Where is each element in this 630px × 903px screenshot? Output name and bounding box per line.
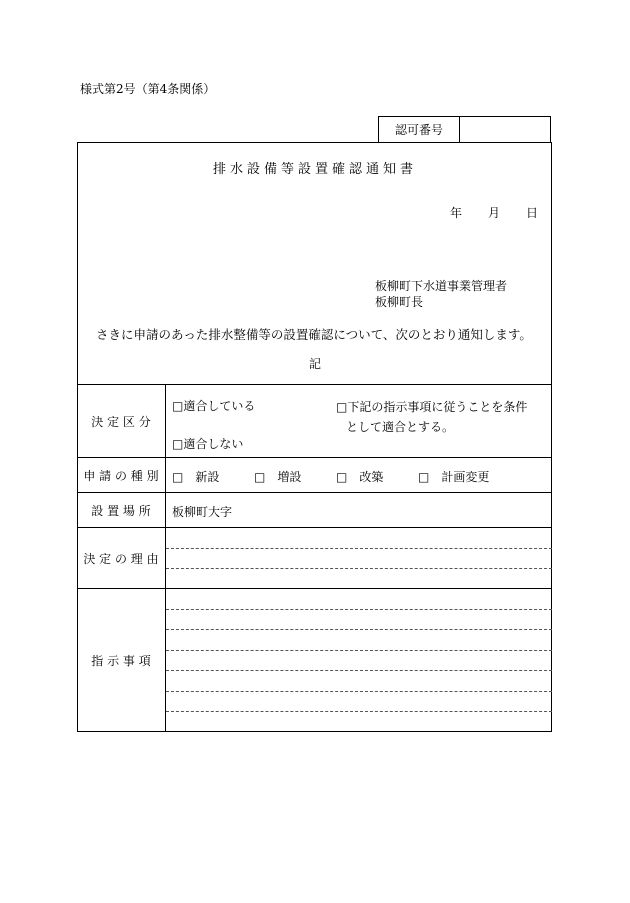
decision-option-conditional[interactable] xyxy=(336,397,527,437)
decision-option-conditional-line2: として適合とする。 xyxy=(346,420,455,434)
location-label: 設 置 場 所 xyxy=(77,493,166,527)
reason-row xyxy=(77,528,552,589)
date-day: 日 xyxy=(525,206,538,220)
type-option-new[interactable]: □ 新設 xyxy=(172,470,220,484)
decision-content xyxy=(166,385,552,457)
date-year: 年 xyxy=(449,206,462,220)
reason-dotted-line xyxy=(166,548,552,549)
decision-option-conforming[interactable]: □適合している xyxy=(172,399,256,413)
document-title: 排水設備等設置確認通知書 xyxy=(212,162,417,177)
application-type-row xyxy=(77,458,552,493)
permit-number-box xyxy=(378,116,551,142)
decision-label: 決 定 区 分 xyxy=(77,385,166,457)
type-option-extension[interactable]: □ 増設 xyxy=(254,470,302,484)
application-type-label: 申 請 の 種 別 xyxy=(77,458,166,492)
instructions-dotted-line xyxy=(166,670,552,671)
instructions-label: 指 示 事 項 xyxy=(77,589,166,732)
location-value: 板柳町大字 xyxy=(172,505,233,519)
location-content[interactable] xyxy=(166,493,552,527)
location-row xyxy=(77,493,552,528)
application-type-content xyxy=(166,458,552,492)
issuer-line-1: 板柳町下水道事業管理者 xyxy=(375,279,508,293)
decision-row xyxy=(77,385,552,458)
ki-heading: 記 xyxy=(309,357,322,371)
issuer-line-2: 板柳町長 xyxy=(375,295,424,309)
instructions-dotted-line xyxy=(166,629,552,630)
instructions-dotted-line xyxy=(166,609,552,610)
instructions-row xyxy=(77,589,552,732)
instructions-dotted-line xyxy=(166,691,552,692)
type-option-renovation[interactable]: □ 改築 xyxy=(336,470,384,484)
date-month: 月 xyxy=(487,206,500,220)
issuer-block xyxy=(375,278,507,310)
details-table xyxy=(77,384,552,732)
form-number-label: 様式第2号（第4条関係） xyxy=(80,82,216,96)
instructions-content[interactable] xyxy=(166,589,552,732)
notice-body-text: さきに申請のあった排水整備等の設置確認について、次のとおり通知します。 xyxy=(96,327,532,342)
decision-option-conditional-line1: □下記の指示事項に従うことを条件 xyxy=(336,400,528,414)
reason-label: 決 定 の 理 由 xyxy=(77,528,166,588)
decision-option-nonconforming[interactable]: □適合しない xyxy=(172,437,244,451)
date-line xyxy=(440,204,538,221)
instructions-dotted-line xyxy=(166,711,552,712)
type-option-plan-change[interactable]: □ 計画変更 xyxy=(418,470,490,484)
reason-content[interactable] xyxy=(166,528,552,588)
reason-dotted-line xyxy=(166,568,552,569)
permit-number-label: 認可番号 xyxy=(379,117,460,142)
instructions-dotted-line xyxy=(166,650,552,651)
permit-number-value[interactable] xyxy=(460,117,550,142)
